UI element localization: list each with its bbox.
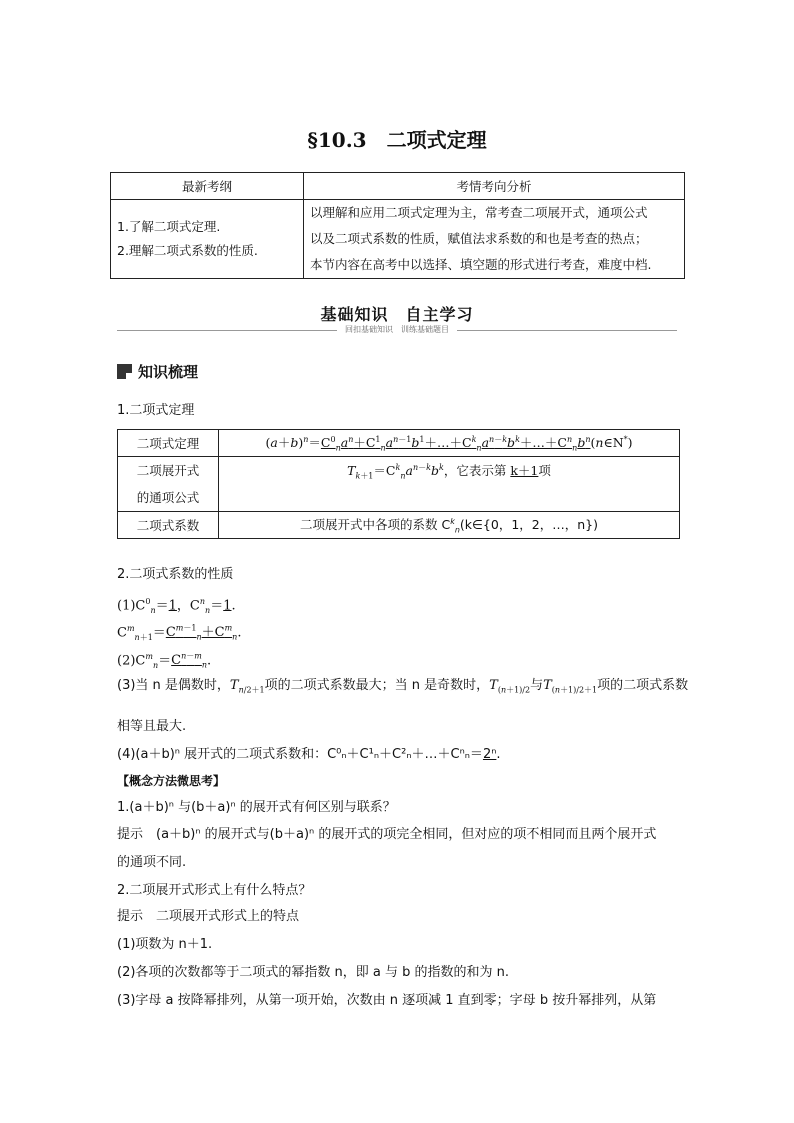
binomial-theorem-formula: $(a+b)^n=C^0_na^n+C^1_na^{n-1}b^1+\dots+C^k_na^{n-k}b^k+\dots+C^n_nb^n(n\in N^*)$ — [219, 430, 680, 457]
property-3: (3)当 n 是偶数时，$T_{n/2+1}$项的二项式系数最大；当 n 是奇数时，$T_{(n+1)/2}$与$T_{(n+1)/2+1}$项的二项式系数 — [117, 678, 689, 695]
knowledge-icon — [117, 364, 132, 379]
syllabus-header-right: 考情考向分析 — [304, 173, 685, 200]
binomial-coefficient-desc: 二项展开式中各项的系数 $C^k_n(k\in\{0$，1，2，…，n}) — [219, 512, 680, 539]
property-1: $(1)C^0_n=1$，$C^n_n=1$. — [117, 597, 236, 615]
question-2: 2.二项展开式形式上有什么特点？ — [117, 883, 312, 898]
item2-title: 2.二项式系数的性质 — [117, 567, 234, 582]
syllabus-right-line: 本节内容在高考中以选择、填空题的形式进行考查，难度中档. — [310, 257, 652, 272]
answer-2-point: (3)字母 a 按降幂排列，从第一项开始，次数由 n 逐项减 1 直到零；字母 b 按升幂排列，从第 — [117, 993, 657, 1008]
property-3-cont: 相等且最大. — [117, 719, 187, 734]
syllabus-left-line: 1.了解二项式定理. — [117, 219, 221, 234]
row-key: 二项式定理 — [118, 430, 219, 457]
syllabus-right-line: 以及二项式系数的性质，赋值法求系数的和也是考查的热点； — [310, 231, 648, 246]
row-key: 二项展开式 的通项公式 — [118, 457, 219, 512]
section-title: 基础知识 自主学习 — [320, 305, 474, 324]
section-subtitle: 回扣基础知识 训练基础题目 — [0, 324, 794, 335]
syllabus-left-line: 2.理解二项式系数的性质. — [117, 243, 258, 258]
answer-1-line: 的通项不同. — [117, 855, 187, 870]
row-key: 二项式系数 — [118, 512, 219, 539]
syllabus-right-line: 以理解和应用二项式定理为主，常考查二项展开式，通项公式 — [310, 205, 648, 220]
item1-title: 1.二项式定理 — [117, 403, 195, 418]
syllabus-right-cell — [304, 200, 685, 279]
answer-1-line: 提示 (a＋b)ⁿ 的展开式与(b＋a)ⁿ 的展开式的项完全相同，但对应的项不相同而且两个展开式 — [117, 827, 657, 842]
property-2: $(2)C^m_n=C^{n-m}_n$. — [117, 652, 212, 670]
question-1: 1.(a＋b)ⁿ 与(b＋a)ⁿ 的展开式有何区别与联系？ — [117, 800, 396, 815]
concept-heading: 【概念方法微思考】 — [117, 774, 226, 788]
page-title: §10.3 二项式定理 — [307, 128, 487, 152]
property-4: (4)(a＋b)ⁿ 展开式的二项式系数和：C⁰ₙ＋C¹ₙ＋C²ₙ＋…＋Cⁿₙ＝2ⁿ. — [117, 747, 501, 762]
syllabus-table — [110, 172, 685, 279]
answer-2-intro: 提示 二项展开式形式上的特点 — [117, 909, 300, 924]
binomial-table — [117, 429, 680, 539]
answer-2-point: (2)各项的次数都等于二项式的幂指数 n，即 a 与 b 的指数的和为 n. — [117, 965, 510, 980]
general-term-formula: $T_{k+1}=C^k_na^{n-k}b^k$，它表示第 k＋1项 — [219, 457, 680, 512]
syllabus-left-cell — [111, 200, 304, 279]
answer-2-point: (1)项数为 n＋1. — [117, 937, 213, 952]
property-recurrence: $C^m_{n+1}=C^{m-1}_n+C^m_n$. — [117, 624, 242, 642]
knowledge-heading: 知识梳理 — [138, 363, 199, 381]
syllabus-header-left: 最新考纲 — [111, 173, 304, 200]
